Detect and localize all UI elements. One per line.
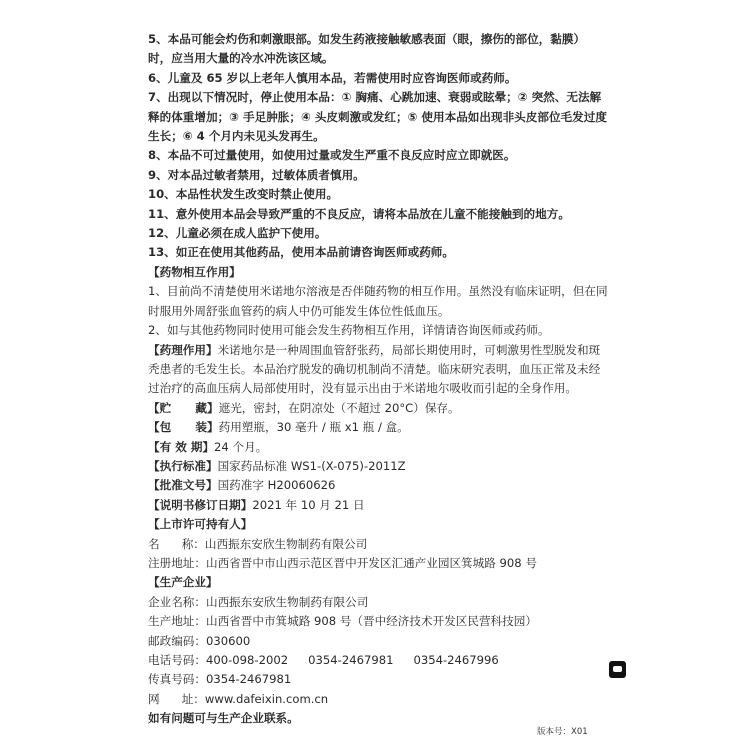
manufacturer-company-label: 企业名称：	[148, 594, 206, 609]
packaging-row	[148, 418, 608, 437]
message-icon[interactable]	[609, 661, 626, 678]
precaution-13: 13、如正在使用其他药品，使用本品前请咨询医师或药师。	[148, 245, 454, 260]
pharmacology-label: 【药理作用】	[148, 342, 218, 357]
manufacturer-heading: 【生产企业】	[148, 575, 218, 590]
standard-row	[148, 457, 608, 476]
license-holder-name-row	[148, 535, 608, 554]
instruction-document	[148, 30, 608, 729]
manufacturer-phone-3: 0354-2467996	[413, 653, 499, 667]
manufacturer-postcode-row	[148, 632, 608, 651]
manufacturer-address-label: 生产地址：	[148, 614, 206, 629]
manufacturer-phone-1: 400-098-2002	[205, 653, 289, 667]
precaution-12: 12、儿童必须在成人监护下使用。	[148, 226, 327, 241]
manufacturer-company: 山西振东安欣生物制药有限公司	[205, 594, 369, 609]
version-number: 版本号：X01	[537, 727, 588, 737]
pharmacology-text: 米诺地尔是一种周围血管舒张药，局部长期使用时，可刺激男性型脱发和斑秃患者的毛发生长。本品治疗脱发的确切机制尚不清楚。临床研究表明，血压正常及未经过治疗的高血压病人局部使用时，没有显示出由于米诺地尔吸收而引起的全身作用。	[148, 342, 601, 396]
precaution-11: 11、意外使用本品会导致严重的不良反应，请将本品放在儿童不能接触到的地方。	[148, 206, 570, 221]
manufacturer-address: 山西省晋中市箕城路 908 号（晋中经济技术开发区民营科技园）	[205, 614, 537, 629]
license-holder-address: 山西省晋中市山西示范区晋中开发区汇通产业园区箕城路 908 号	[205, 555, 537, 570]
approval-row	[148, 476, 608, 495]
interaction-heading: 【药物相互作用】	[148, 264, 241, 279]
storage-label: 【贮 藏】	[148, 400, 219, 415]
precaution-6: 6、儿童及 65 岁以上老年人慎用本品，若需使用时应咨询医师或药师。	[148, 70, 517, 85]
manufacturer-website-label: 网 址：	[148, 691, 205, 706]
manufacturer-phone-row	[148, 651, 608, 670]
footer-note: 如有问题可与生产企业联系。	[148, 711, 299, 726]
precaution-7: 7、出现以下情况时，停止使用本品：① 胸痛、心跳加速、衰弱或眩晕；② 突然、无法解释的体重增加；③ 手足肿胀；④ 头皮刺激或发红；⑤ 使用本品如出现非头皮部位毛发过度生长；⑥ 4 个月内未见头发再生。	[148, 90, 607, 144]
precaution-5: 5、本品可能会灼伤和刺激眼部。如发生药液接触敏感表面（眼，擦伤的部位，黏膜）时，应当用大量的冷水冲洗该区域。	[148, 32, 586, 66]
revision-text: 2021 年 10 月 21 日	[252, 497, 365, 512]
pharmacology-section	[148, 341, 608, 399]
precaution-8: 8、本品不可过量使用，如使用过量或发生严重不良反应时应立即就医。	[148, 148, 516, 163]
license-holder-address-row	[148, 554, 608, 573]
interaction-item-2: 2、如与其他药物同时使用可能会发生药物相互作用，详情请咨询医师或药师。	[148, 323, 550, 338]
approval-label: 【批准文号】	[148, 478, 218, 493]
interaction-item-1: 1、目前尚不清楚使用米诺地尔溶液是否伴随药物的相互作用。虽然没有临床证明，但在同时服用外周舒张血管药的病人中仍可能发生体位性低血压。	[148, 284, 608, 318]
manufacturer-postcode-label: 邮政编码：	[148, 633, 206, 648]
revision-row	[148, 496, 608, 515]
manufacturer-website-row	[148, 690, 608, 709]
storage-row	[148, 399, 608, 418]
validity-label: 【有 效 期】	[148, 439, 215, 454]
license-holder-name: 山西振东安欣生物制药有限公司	[204, 536, 368, 551]
precaution-9: 9、对本品过敏者禁用，过敏体质者慎用。	[148, 167, 365, 182]
revision-label: 【说明书修订日期】	[148, 497, 253, 512]
packaging-text: 药用塑瓶，30 毫升 / 瓶 x1 瓶 / 盒。	[218, 420, 409, 435]
manufacturer-phone-2: 0354-2467981	[308, 653, 394, 667]
license-holder-name-label: 名 称：	[148, 536, 205, 551]
precaution-10: 10、本品性状发生改变时禁止使用。	[148, 187, 339, 202]
manufacturer-fax-label: 传真号码：	[148, 672, 206, 687]
standard-text: 国家药品标准 WS1-(X-075)-2011Z	[217, 458, 406, 473]
approval-text: 国药准字 H20060626	[217, 478, 336, 493]
license-holder-address-label: 注册地址：	[148, 555, 206, 570]
manufacturer-phone-label: 电话号码：	[148, 653, 206, 667]
manufacturer-fax: 0354-2467981	[205, 672, 292, 687]
manufacturer-postcode: 030600	[205, 633, 251, 648]
manufacturer-fax-row	[148, 670, 608, 689]
validity-row	[148, 438, 608, 457]
standard-label: 【执行标准】	[148, 458, 218, 473]
manufacturer-company-row	[148, 593, 608, 612]
manufacturer-website: www.dafeixin.com.cn	[204, 691, 329, 706]
license-holder-heading: 【上市许可持有人】	[148, 517, 253, 532]
storage-text: 遮光，密封，在阴凉处（不超过 20°C）保存。	[218, 400, 460, 415]
validity-text: 24 个月。	[214, 439, 268, 454]
manufacturer-address-row	[148, 612, 608, 631]
packaging-label: 【包 装】	[148, 420, 219, 435]
